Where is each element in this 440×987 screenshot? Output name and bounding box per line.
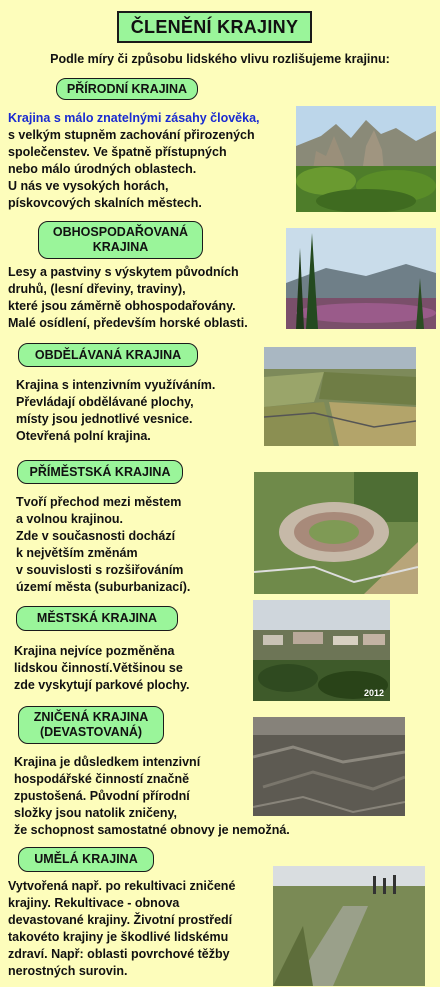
label-suburban: PŘÍMĚSTSKÁ KRAJINA [17,460,183,484]
artificial-text: Vytvořená např. po rekultivaci zničené krajiny. Rekultivace - obnova devastované krajiny. Životní prostředí takovéto krajiny je škodlivé lidskému zdraví. Např: oblasti povrchové těžby nerostných surovin. [8,879,236,978]
label-managed: OBHOSPODAŘOVANÁ KRAJINA [38,221,203,259]
label-artificial: UMĚLÁ KRAJINA [18,847,154,872]
photo-year: 2012 [363,688,384,698]
label-devastated: ZNIČENÁ KRAJINA (DEVASTOVANÁ) [18,706,164,744]
cultivated-text: Krajina s intenzivním využíváním. Převládají obdělávané plochy, místy jsou jednotlivé vesnice. Otevřená polní krajina. [16,378,216,443]
urban-landscape-photo [253,600,390,701]
natural-highlight: Krajina s málo znatelnými zásahy člověka, [8,111,260,125]
page-title: ČLENĚNÍ KRAJINY [117,11,312,43]
natural-landscape-photo [296,106,436,212]
label-cultivated: OBDĚLÁVANÁ KRAJINA [18,343,198,367]
urban-text: Krajina nejvíce pozměněna lidskou činností.Většinou se zde vyskytují parkové plochy. [14,644,190,692]
natural-text: s velkým stupněm zachování přirozených společenstev. Ve špatně přístupných nebo málo úrodných oblastech. U nás ve vysokých horách, pískovcových skalních městech. [8,128,255,210]
label-urban: MĚSTSKÁ KRAJINA [16,606,178,631]
suburban-landscape-photo [254,472,418,594]
devastated-landscape-photo [253,717,405,816]
cultivated-landscape-photo [264,347,416,446]
managed-text: Lesy a pastviny s výskytem původních druhů, (lesní dřeviny, traviny), které jsou záměrně obhospodařovány. Malé osídlení, především horské oblasti. [8,265,248,330]
intro-text: Podle míry či způsobu lidského vlivu rozlišujeme krajinu: [50,52,390,66]
artificial-landscape-photo [273,866,425,986]
managed-landscape-photo [286,228,436,329]
suburban-text: Tvoří přechod mezi městem a volnou krajinou. Zde v současnosti dochází k největším změnám v souvislosti s rozšiřováním území města (suburbanizací). [16,495,191,594]
label-natural: PŘÍRODNÍ KRAJINA [56,78,198,100]
devastated-text: Krajina je důsledkem intenzivní hospodářské činností značně zpustošená. Původní přírodní složky jsou natolik zničeny, že schopnost samostatné obnovy je nemožná. [14,755,290,837]
